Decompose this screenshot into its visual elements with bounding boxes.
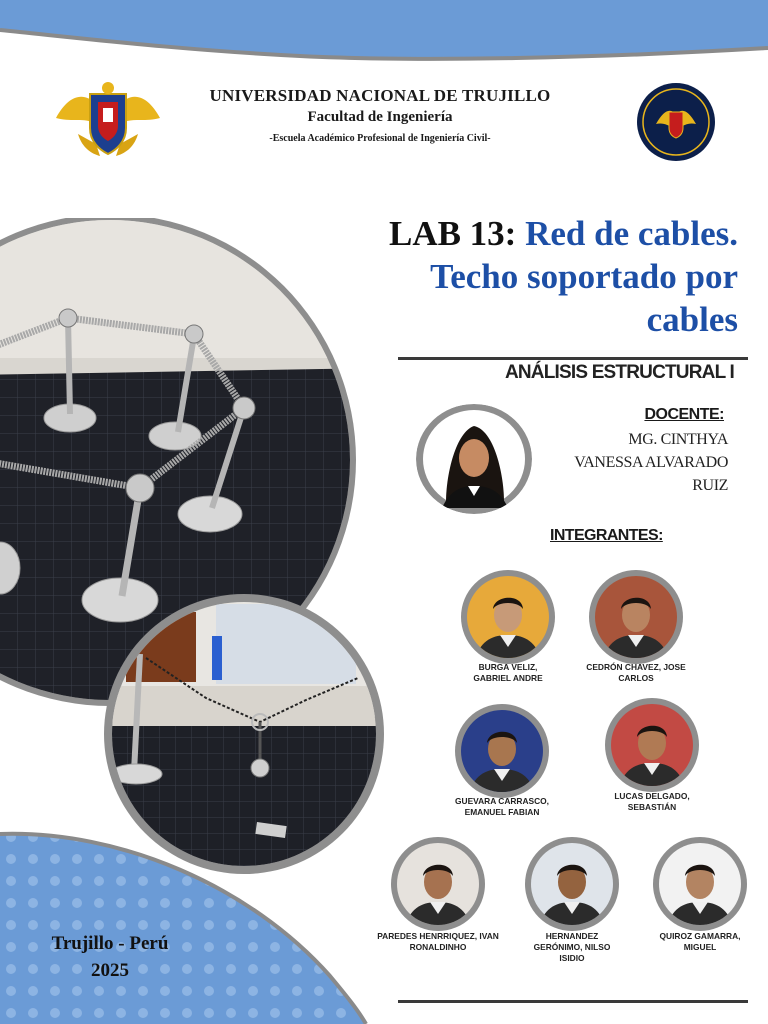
member-name (368, 931, 508, 953)
member-name-line: RONALDINHO (409, 942, 467, 952)
member-name-line: GUEVARA CARRASCO, (455, 796, 549, 806)
lab-number: LAB 13: (388, 214, 517, 253)
member-name (630, 931, 768, 953)
lab-title-line2: Techo soportado por (430, 257, 738, 296)
member-name-line: LUCAS DELGADO, (614, 791, 690, 801)
university-coat-of-arms-logo (48, 78, 168, 164)
member-photo (652, 836, 748, 932)
member-name (566, 662, 706, 684)
member-name-line: BURGA VELIZ, (478, 662, 538, 672)
member-name-line: SEBASTIÁN (627, 802, 677, 812)
member-photo (460, 569, 556, 665)
member-name-line: CARLOS (618, 673, 654, 683)
member-photo (588, 569, 684, 665)
integrantes-label: INTEGRANTES: (550, 527, 663, 544)
member-name-line: MIGUEL (683, 942, 717, 952)
docente-name-line: VANESSA ALVARADO (574, 454, 728, 471)
school-name: -Escuela Académico Profesional de Ingeniería Civil- (269, 133, 491, 144)
bottom-dotted-shape (0, 826, 370, 1024)
member-name (502, 931, 642, 964)
course-name: ANÁLISIS ESTRUCTURAL I (504, 362, 734, 383)
footer-city: Trujillo - Perú (51, 933, 169, 954)
member-photo (604, 697, 700, 793)
member-name (438, 662, 578, 684)
bottom-divider (398, 1000, 748, 1003)
civil-engineering-school-seal (636, 82, 716, 162)
docente-name-line: RUIZ (692, 477, 728, 494)
member-name-line: EMANUEL FABIAN (464, 807, 540, 817)
member-name (582, 791, 722, 813)
member-name-line: HERNANDEZ (545, 931, 599, 941)
lab-title (318, 212, 738, 341)
docente-name (488, 428, 728, 497)
title-divider (398, 357, 748, 360)
docente-label: DOCENTE: (644, 406, 724, 423)
footer-place (30, 930, 190, 984)
top-wave-band (0, 0, 768, 70)
faculty-name: Facultad de Ingeniería (307, 109, 453, 125)
member-name-line: QUIROZ GAMARRA, (659, 931, 741, 941)
member-photo (454, 703, 550, 799)
university-name: UNIVERSIDAD NACIONAL DE TRUJILLO (209, 86, 551, 105)
footer-year: 2025 (91, 960, 129, 981)
member-name-line: GABRIEL ANDRE (473, 673, 543, 683)
member-photo (390, 836, 486, 932)
member-name-line: PAREDES HENRRIQUEZ, IVAN (377, 931, 499, 941)
lab-title-line1: Red de cables. (525, 214, 738, 253)
lab-title-line3: cables (646, 300, 738, 339)
member-name-line: ISIDIO (559, 953, 585, 963)
member-name-line: GERÓNIMO, NILSO (533, 942, 611, 952)
member-name-line: CEDRÓN CHAVEZ, JOSE (586, 662, 686, 672)
member-photo (524, 836, 620, 932)
member-name (432, 796, 572, 818)
docente-name-line: MG. CINTHYA (628, 431, 728, 448)
